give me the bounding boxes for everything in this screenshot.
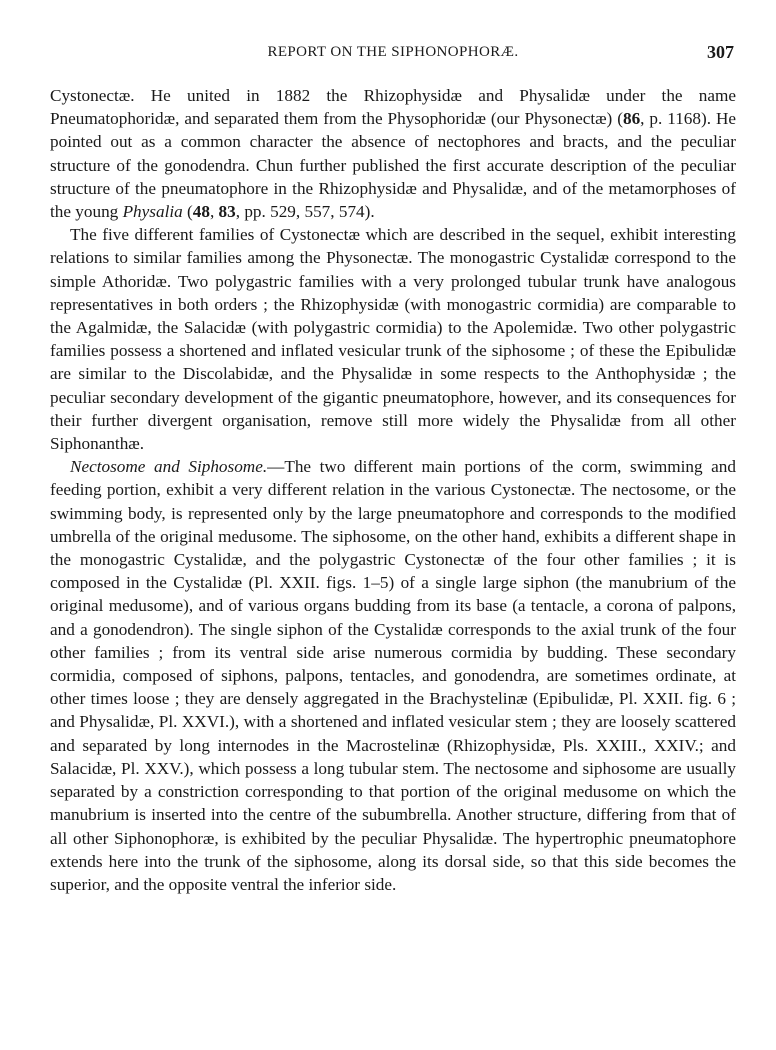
page-number: 307 <box>707 42 734 62</box>
paragraph-continuation <box>50 84 736 223</box>
section-heading: Nectosome and Siphosome. <box>70 457 268 477</box>
genus-name: Physalia <box>122 202 183 222</box>
text-segment: , pp. 529, 557, 574). <box>235 202 375 222</box>
text-segment: ( <box>182 202 193 222</box>
paragraph-nectosome-siphosome <box>50 455 736 896</box>
text-segment: , p. 1168). He pointed out as a common character the absence of nectophores and bracts, and the peculiar structure of the gonodendra. Chun further published the first accurate description of the peculiar structure of the pneumatophore in the Rhizophysidæ and Physalidæ, and of the metamorphoses of the young <box>50 109 736 222</box>
text-segment: —The two different main portions of the corm, swimming and feeding portion, exhibit a very different relation in the various Cystonectæ. The nectosome, or the swimming body, is represented only by the large pneumatophore and corresponds to the modified umbrella of the original medusome. The siphosome, on the other hand, exhibits a different shape in the monogastric Cystalidæ, and the polygastric Cystonectæ of the four other families ; it is composed in the Cystalidæ (Pl. XXII. figs. 1–5) of a single large siphon (the manubrium of the original medusome), and of various organs budding from its base (a tentacle, a corona of palpons, and a gonodendron). The single siphon of the Cystalidæ corresponds to the axial trunk of the four other families ; from its ventral side arise numerous cormidia by budding. These secondary cormidia, composed of siphons, palpons, tentacles, and gonodendra, are sometimes ordinate, at other times loose ; they are densely aggregated in the Brachystelinæ (Epibulidæ, Pl. XXII. fig. 6 ; and Physalidæ, Pl. XXVI.), with a shortened and inflated vesicular stem ; they are loosely scattered and separated by long internodes in the Macrostelinæ (Rhizophysidæ, Pls. XXIII., XXIV.; and Salacidæ, Pl. XXV.), which possess a long tubular stem. The nectosome and siphosome are usually separated by a constriction corresponding to that portion of the original medusome on which the manubrium is inserted into the centre of the subumbrella. Another structure, differing from that of all other Siphonophoræ, is exhibited by the peculiar Physalidæ. The hypertrophic pneumatophore extends here into the trunk of the siphosome, along its dorsal side, so that this side becomes the superior, and the opposite ventral the inferior side. <box>50 457 736 894</box>
paragraph-families <box>50 223 736 455</box>
text-segment: Cystonectæ. He united in 1882 the Rhizophysidæ and Physalidæ under the name Pneumatophoridæ, and separated them from the Physophoridæ (our Physonectæ) ( <box>50 86 736 129</box>
running-header <box>50 42 736 64</box>
body-text <box>50 84 736 896</box>
reference-number: 83 <box>218 202 236 222</box>
running-title: REPORT ON THE SIPHONOPHORÆ. <box>267 44 519 60</box>
text-segment: The five different families of Cystonectæ which are described in the sequel, exhibit interesting relations to similar families among the Physonectæ. The monogastric Cystalidæ correspond to the simple Athoridæ. Two polygastric families with a very prolonged tubular trunk have analogous representatives in both orders ; the Rhizophysidæ (with monogastric cormidia) are comparable to the Agalmidæ, the Salacidæ (with polygastric cormidia) to the Apolemidæ. Two other polygastric families possess a shortened and inflated vesicular trunk of the siphosome ; of these the Epibulidæ are similar to the Discolabidæ, and the Physalidæ in some respects to the Anthophysidæ ; the peculiar secondary development of the gigantic pneumatophore, however, and its consequences for their further divergent organisation, remove still more widely the Physalidæ from all other Siphonanthæ. <box>50 225 736 454</box>
text-segment: , <box>209 202 219 222</box>
reference-number: 86 <box>622 109 641 129</box>
reference-number: 48 <box>192 202 210 222</box>
